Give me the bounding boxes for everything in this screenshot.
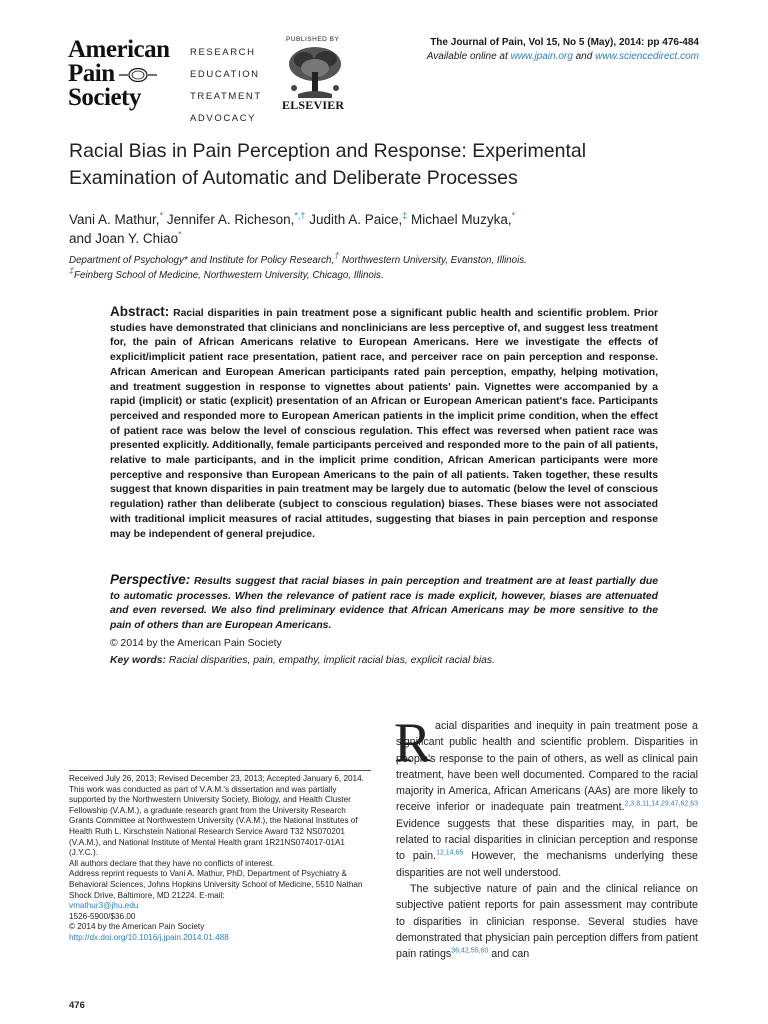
sciencedirect-link[interactable]: www.sciencedirect.com: [595, 51, 699, 62]
article-title-line1: Racial Bias in Pain Perception and Response: Experimental: [69, 140, 587, 162]
citation-ref[interactable]: 12,14,65: [436, 849, 464, 857]
publisher-name: ELSEVIER: [282, 98, 345, 112]
society-mission-list: [190, 42, 262, 130]
affiliation-mark1: †: [334, 250, 340, 261]
author-name: Michael Muzyka,: [411, 212, 512, 227]
available-and: and: [575, 51, 593, 62]
abstract-copyright: © 2014 by the American Pain Society: [110, 638, 282, 649]
doi-link[interactable]: http://dx.doi.org/10.1016/j.jpain.2014.01.488: [69, 932, 229, 942]
conflicts-note: All authors declare that they have no conflicts of interest.: [69, 858, 275, 868]
body-paragraph-2: [396, 881, 698, 962]
page-number: 476: [69, 1000, 85, 1011]
abstract-text: Racial disparities in pain treatment pose a significant public health and scientific problem. Prior studies have demonstrated that clinicians and nonclinicians are less perceptive of, and suggest less treatment for, the pain of African Americans relative to European Americans. Here we investigate the effects of explicit/implicit patient race presentation, patient race, and perceiver race on pain perception and response. African American and European American participants rated pain perception, empathy, helping motivation, and treatment suggestion in response to vignettes about patients' pain. Vignettes were accompanied by a rapid (implicit) or static (explicit) presentation of an African or European American patient's face. Participants perceived and responded more to European American patients in the implicit prime condition, when the effect of patient race was below the level of conscious regulation. This effect was reversed when patient race was presented explicitly. Additionally, female participants perceived and responded more to the pain of all patients, relative to male participants, and in the implicit prime condition, African American participants were more perceptive and responsive than European Americans to the pain of all patients. Taken together, these results suggest that known disparities in pain treatment may be largely due to automatic (below the level of conscious regulation) rather than deliberate (subject to conscious regulation) biases. These biases were not associated with traditional implicit measures of racial attitudes, suggesting that biases in pain perception and response may be independent of general prejudice.: [110, 308, 658, 540]
keywords-text: Racial disparities, pain, empathy, implicit racial bias, explicit racial bias.: [168, 655, 495, 666]
affiliation-text2: Feinberg School of Medicine, Northwestern University, Chicago, Illinois.: [74, 270, 384, 281]
journal-info: [427, 36, 699, 64]
elsevier-tree-icon: [280, 44, 350, 100]
society-seal-icon: [119, 68, 157, 82]
author-mark[interactable]: *: [511, 210, 516, 221]
body-column: [394, 712, 698, 962]
abstract-block: [110, 305, 658, 542]
article-title: [69, 138, 709, 192]
keywords: [110, 655, 495, 666]
author-name: and Joan Y. Chiao: [69, 231, 179, 246]
body-text: Evidence suggests that these disparities may, in part, be related to racial disparities in clinician perception and response to pain.: [396, 817, 698, 863]
article-title-line2: Examination of Automatic and Deliberate Processes: [69, 167, 518, 189]
mission-research: RESEARCH: [190, 47, 256, 58]
footnote-divider: [69, 770, 371, 771]
society-logo: [68, 36, 170, 114]
funding-note: This work was conducted as part of V.A.M.'s dissertation and was partially supported by the Northwestern University Society, Biology, and Health Cluster Fellowship (V.A.M.), a graduate research grant from the University Research Grants Committee at Northwestern University (V.A.M.), the National Institutes of Health Ruth L. Kirschstein National Research Service Award T32 NS070201 (V.A.M.), and National Institute of Mental Health grant 1R21NS074017-01A1 (J.Y.C.).: [69, 784, 358, 858]
issn: 1526-5900/$36.00: [69, 911, 136, 921]
author-mark[interactable]: ‡: [402, 210, 408, 221]
abstract-label: Abstract:: [110, 304, 170, 319]
society-name-line3: Society: [68, 84, 141, 111]
body-text: However, the mechanisms underlying these disparities are not well understood.: [396, 850, 698, 879]
keywords-label: Key words:: [110, 655, 167, 666]
body-text: and can: [488, 948, 530, 961]
reprint-text: Address reprint requests to Vani A. Mathur, PhD, Department of Psychiatry & Behavioral Sciences, Johns Hopkins University School of Medicine, 5510 Nathan Shock Drive, Baltimore, MD 21224. E-mail:: [69, 869, 363, 900]
perspective-block: [110, 573, 658, 634]
mission-treatment: TREATMENT: [190, 91, 262, 102]
author-mark[interactable]: *,†: [294, 210, 306, 221]
reprint-address: [69, 869, 372, 911]
affiliations: [69, 250, 729, 283]
footnote-copyright: © 2014 by the American Pain Society: [69, 922, 205, 932]
author-name: Jennifer A. Richeson,: [166, 212, 295, 227]
author-mark[interactable]: *: [159, 210, 164, 221]
mission-education: EDUCATION: [190, 69, 260, 80]
citation-ref[interactable]: 2,3,8,11,14,29,47,62,63: [624, 800, 698, 808]
body-text: acial disparities and inequity in pain treatment pose a significant public health and scientific problem. Disparities in people's response to the pain of others, as well as clinical pain treatment, have been well documented. Compared to the racial majority in America, African Americans (AAs) are more likely to receive inferior or inadequate pain treatment.: [396, 720, 698, 814]
society-name-line2: [68, 62, 164, 86]
author-list: [69, 210, 709, 248]
affiliation-text1-end: Northwestern University, Evanston, Illinois.: [339, 255, 527, 266]
body-paragraph-1: [394, 712, 698, 881]
affiliation-line2: [69, 265, 729, 283]
author-mark[interactable]: *: [178, 229, 182, 240]
published-by-label: PUBLISHED BY: [286, 36, 340, 43]
available-prefix: Available online at: [426, 51, 508, 62]
author-name: Vani A. Mathur,: [69, 212, 160, 227]
received-dates: Received July 26, 2013; Revised December 23, 2013; Accepted January 6, 2014.: [69, 774, 364, 783]
available-online: [427, 50, 699, 64]
author-email-link[interactable]: vmathur3@jhu.edu: [69, 901, 139, 911]
perspective-label: Perspective:: [110, 572, 191, 587]
jpain-link[interactable]: www.jpain.org: [510, 51, 573, 62]
society-name-line1: American: [68, 36, 170, 63]
citation-ref[interactable]: 36,42,55,60: [451, 947, 489, 955]
perspective-text: Results suggest that racial biases in pain perception and treatment are at least partially due to automatic processes. When the relevance of patient race is made explicit, however, biases are attenuated and even reversed. We also find preliminary evidence that African Americans may be more sensitive to the pain of others than are European Americans.: [110, 576, 658, 632]
journal-citation: The Journal of Pain, Vol 15, No 5 (May), 2014: pp 476-484: [430, 37, 699, 48]
author-name: Judith A. Paice,: [309, 212, 403, 227]
affiliation-line1: [69, 250, 729, 268]
body-text: The subjective nature of pain and the clinical reliance on subjective patient reports for pain assessment may contribute to disparities in clinician response. Several studies have demonstrated that physician pain perception differs from patient pain ratings: [396, 882, 698, 961]
society-name-pain: Pain: [68, 60, 115, 87]
affiliation-mark2: ‡: [69, 265, 75, 276]
footnotes: [69, 774, 372, 944]
affiliation-text1: Department of Psychology* and Institute for Policy Research,: [69, 255, 335, 266]
mission-advocacy: ADVOCACY: [190, 113, 257, 124]
drop-cap: R: [394, 712, 432, 774]
